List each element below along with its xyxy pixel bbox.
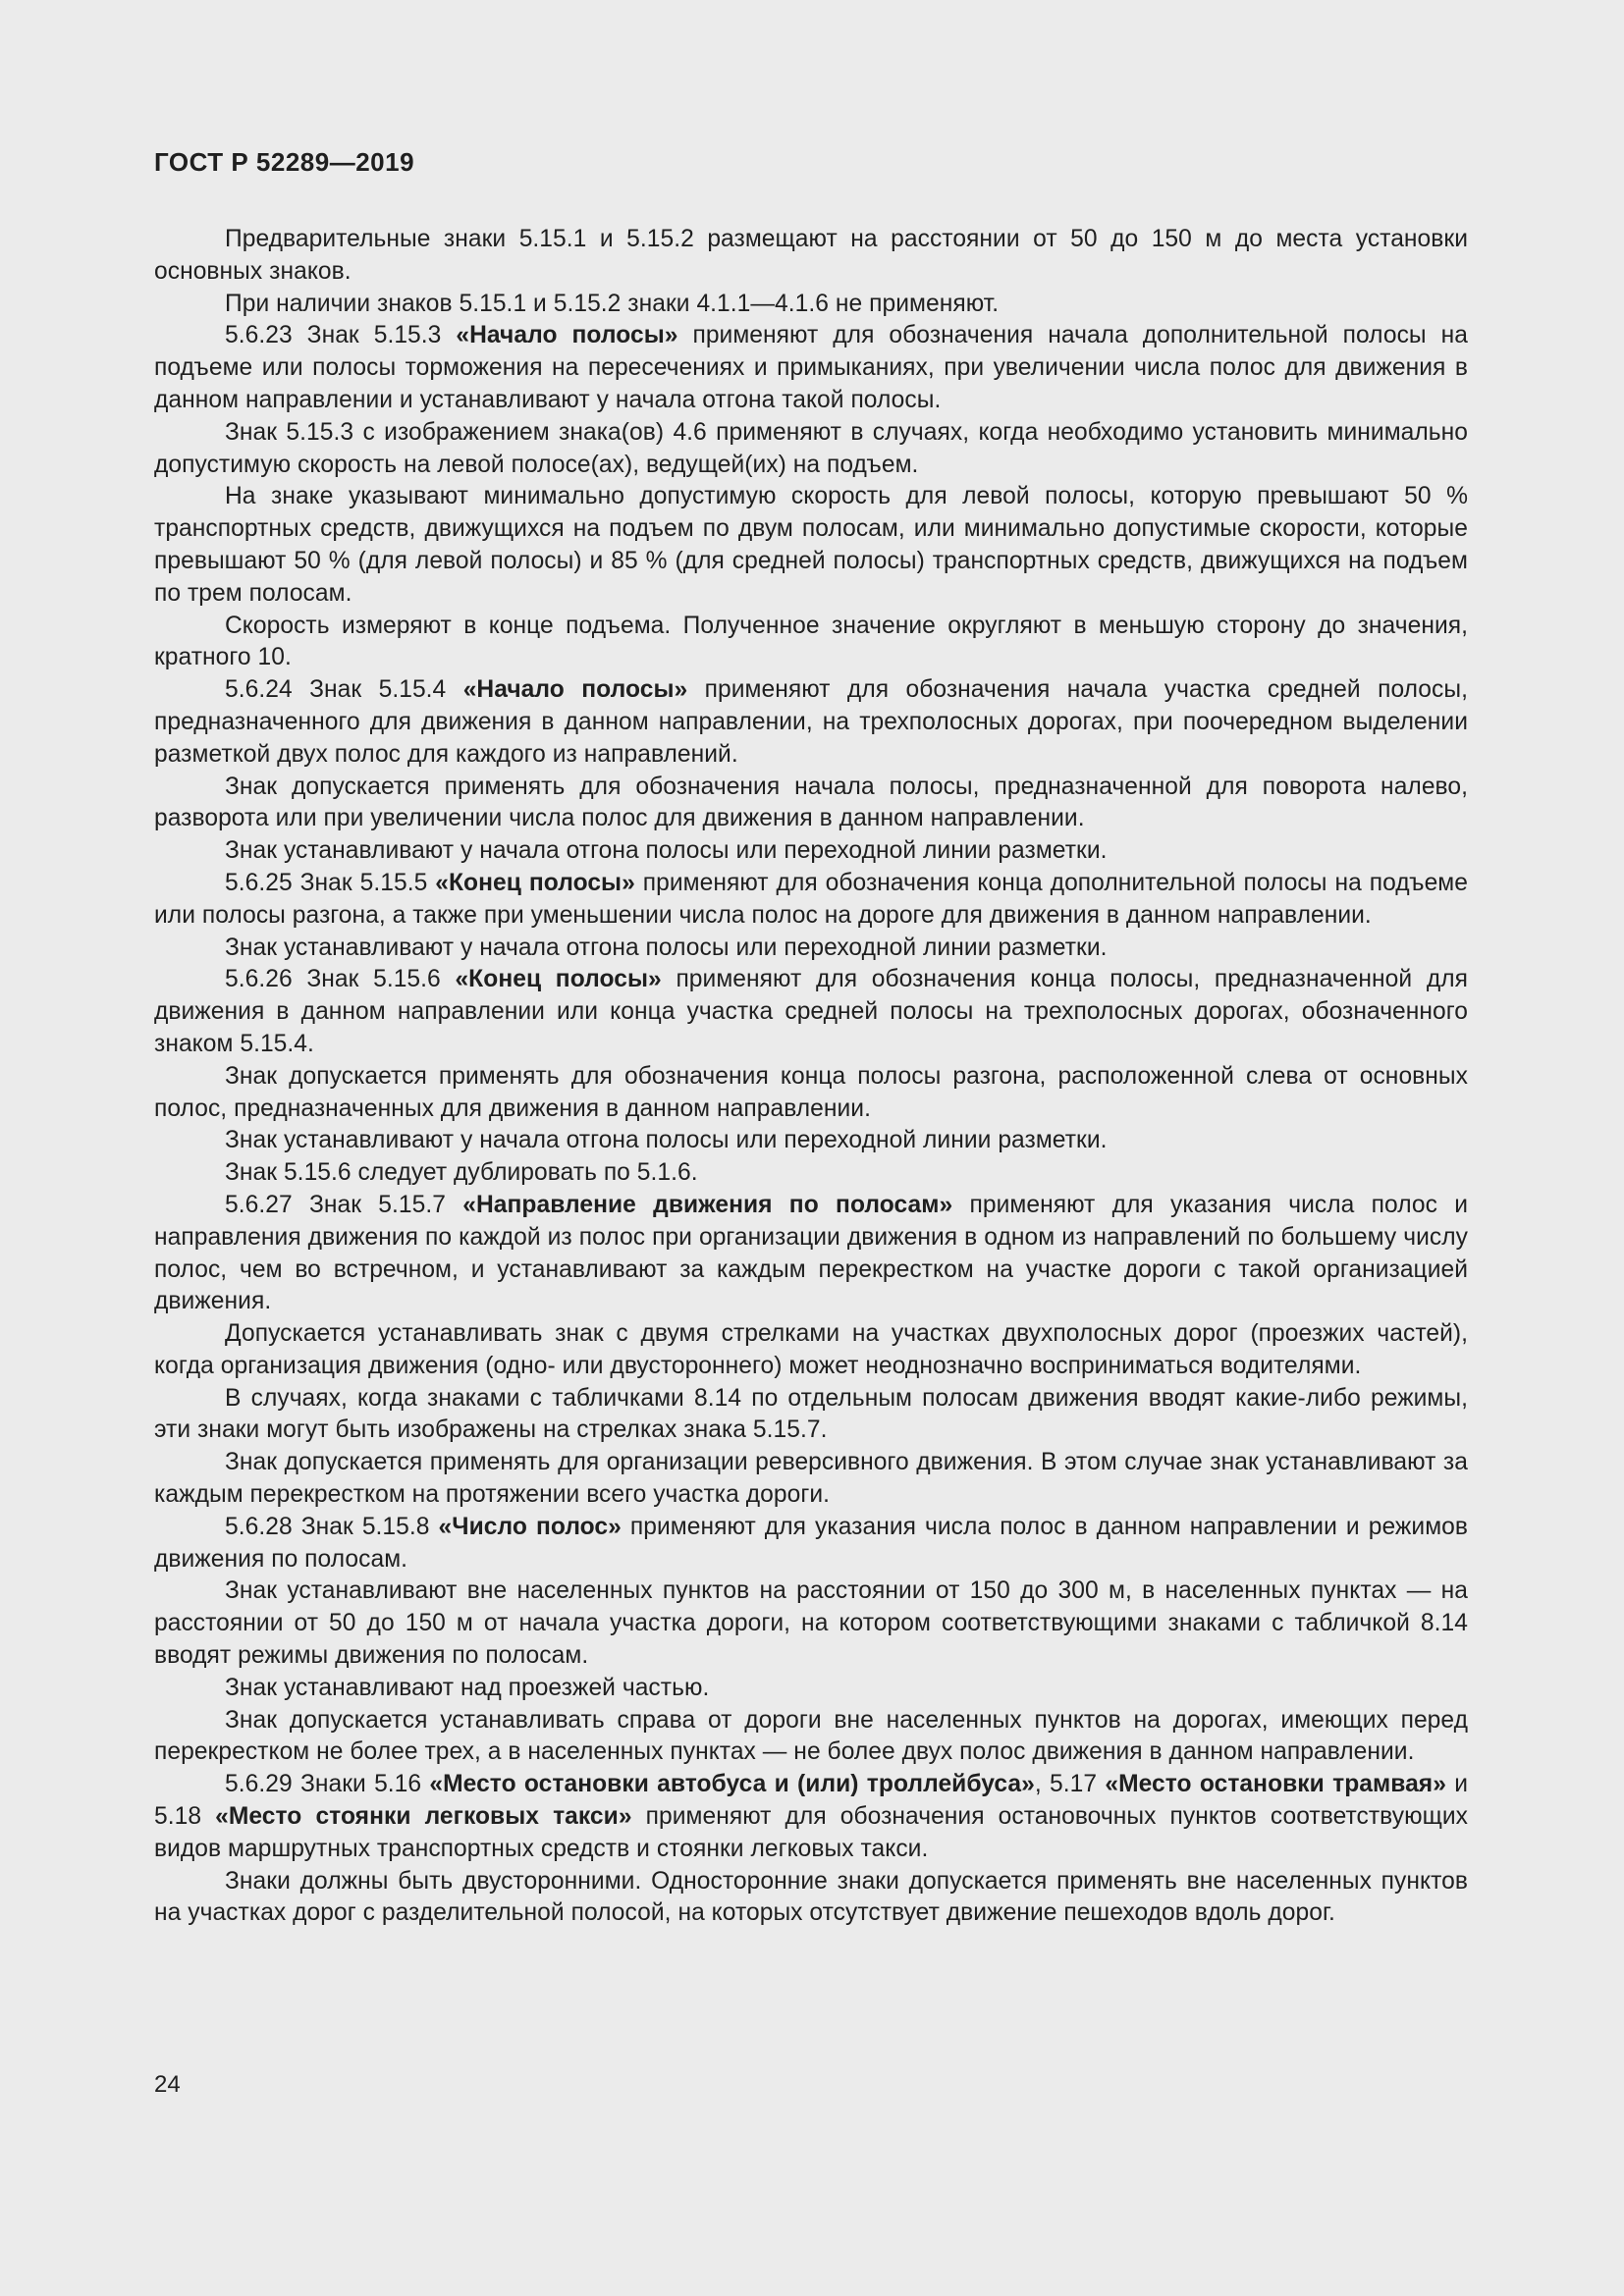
- paragraph: [154, 933, 1468, 965]
- paragraph-text: Предварительные знаки 5.15.1 и 5.15.2 размещают на расстоянии от 50 до 150 м до места установки основных знаков.: [154, 226, 1468, 285]
- paragraph-text: Знак устанавливают у начала отгона полосы или переходной линии разметки.: [225, 837, 1108, 865]
- paragraph-text: Знак устанавливают у начала отгона полосы или переходной линии разметки.: [225, 934, 1108, 961]
- paragraph: [154, 835, 1468, 868]
- paragraph-text: Допускается устанавливать знак с двумя стрелками на участках двухполосных дорог (проезжих частей), когда организация движения (одно- или двустороннего) может неоднозначно восприниматься водителями.: [154, 1320, 1468, 1379]
- paragraph: [154, 289, 1468, 321]
- paragraph: [154, 1383, 1468, 1448]
- paragraph: [154, 1512, 1468, 1576]
- sign-name-bold: «Начало полосы»: [462, 676, 688, 704]
- paragraph: [154, 320, 1468, 416]
- paragraph-text: 5.6.27 Знак 5.15.7: [225, 1191, 463, 1218]
- paragraph-text: Знак допускается применять для обозначения начала полосы, предназначенной для поворота налево, разворота или при увеличении числа полос для движения в данном направлении.: [154, 773, 1468, 832]
- paragraph-text: 5.6.26 Знак 5.15.6: [225, 966, 456, 993]
- paragraph-text: 5.6.25 Знак 5.15.5: [225, 869, 436, 896]
- paragraph: [154, 868, 1468, 933]
- paragraph: [154, 1318, 1468, 1383]
- sign-name-bold: «Направление движения по полосам»: [462, 1191, 953, 1218]
- paragraph-text: Знак 5.15.6 следует дублировать по 5.1.6.: [225, 1159, 698, 1187]
- paragraph-text: применяют для обозначения начала участка средней полосы, предназначенного для движения в данном направлении, на трехполосных дорогах, при поочередном выделении разметкой двух полос для каждого из направлений.: [154, 676, 1468, 768]
- sign-name-bold: «Место остановки трамвая»: [1105, 1771, 1446, 1798]
- paragraph-text: Знак 5.15.3 с изображением знака(ов) 4.6 применяют в случаях, когда необходимо установить минимально допустимую скорость на левой полосе(ах), ведущей(их) на подъем.: [154, 418, 1468, 478]
- paragraph-text: 5.6.24 Знак 5.15.4: [225, 676, 463, 704]
- paragraph-text: применяют для обозначения начала дополнительной полосы на подъеме или полосы торможения на пересечениях и примыканиях, при увеличении числа полос для движения в данном направлении и устанавливают у начала отгона такой полосы.: [154, 322, 1469, 413]
- paragraph-text: Знак устанавливают над проезжей частью.: [225, 1674, 710, 1701]
- paragraph-text: Знак допускается устанавливать справа от дороги вне населенных пунктов на дорогах, имеющих перед перекрестком не более трех, а в населенных пунктах — не более двух полос движения в данном направлении.: [154, 1706, 1468, 1766]
- paragraph-text: Знаки должны быть двусторонними. Односторонние знаки допускается применять вне населенных пунктов на участках дорог с разделительной полосой, на которых отсутствует движение пешеходов вдоль дорог.: [154, 1867, 1468, 1927]
- paragraph-text: применяют для обозначения конца полосы, предназначенной для движения в данном направлении или конца участка средней полосы на трехполосных дорогах, обозначенного знаком 5.15.4.: [154, 966, 1468, 1057]
- paragraph-text: На знаке указывают минимально допустимую скорость для левой полосы, которую превышают 50 % транспортных средств, движущихся на подъем по двум полосам, или минимально допустимые скорости, которые превышают 50 % (для левой полосы) и 85 % (для средней полосы) транспортных средств, движущихся на подъем по трем полосам.: [154, 483, 1468, 607]
- paragraph: [154, 224, 1468, 289]
- paragraph: [154, 1575, 1468, 1672]
- paragraph-text: При наличии знаков 5.15.1 и 5.15.2 знаки 4.1.1—4.1.6 не применяют.: [225, 290, 1000, 317]
- paragraph: [154, 1125, 1468, 1157]
- paragraph-text: Знак устанавливают вне населенных пунктов на расстоянии от 150 до 300 м, в населенных пунктах — на расстоянии от 50 до 150 м от начала участка дороги, на котором соответствующими знаками с табличкой 8.14 вводят режимы движения по полосам.: [154, 1577, 1468, 1670]
- document-body: [154, 224, 1468, 1930]
- document-header: ГОСТ Р 52289—2019: [154, 147, 415, 177]
- paragraph: [154, 611, 1468, 675]
- sign-name-bold: «Начало полосы»: [456, 322, 678, 349]
- page-number: 24: [154, 2071, 181, 2098]
- paragraph-text: Скорость измеряют в конце подъема. Полученное значение округляют в меньшую сторону до значения, кратного 10.: [154, 612, 1468, 671]
- paragraph-text: применяют для обозначения остановочных пунктов соответствующих видов маршрутных транспортных средств и стоянки легковых такси.: [154, 1803, 1469, 1862]
- paragraph: [154, 1157, 1468, 1190]
- paragraph: [154, 1190, 1468, 1318]
- paragraph: [154, 1673, 1468, 1705]
- paragraph: [154, 1705, 1468, 1770]
- paragraph: [154, 1866, 1468, 1931]
- paragraph: [154, 674, 1468, 771]
- paragraph-text: применяют для обозначения конца дополнительной полосы на подъеме или полосы разгона, а также при уменьшении числа полос на дороге для движения в данном направлении.: [154, 869, 1468, 929]
- paragraph: [154, 417, 1468, 482]
- paragraph-text: Знак допускается применять для организации реверсивного движения. В этом случае знак устанавливают за каждым перекрестком на протяжении всего участка дороги.: [154, 1449, 1468, 1509]
- paragraph-text: 5.6.29 Знаки 5.16: [225, 1771, 430, 1798]
- paragraph: [154, 964, 1468, 1060]
- paragraph-text: , 5.17: [1034, 1771, 1106, 1798]
- paragraph: [154, 1061, 1468, 1126]
- sign-name-bold: «Место остановки автобуса и (или) троллейбуса»: [429, 1771, 1035, 1798]
- paragraph-text: применяют для указания числа полос и направления движения по каждой из полос при организации движения в одном из направлений по большему числу полос, чем во встречном, и устанавливают за каждым перекрестком на участке дороги с такой организацией движения.: [154, 1191, 1469, 1315]
- paragraph: [154, 772, 1468, 836]
- paragraph: [154, 1769, 1468, 1865]
- paragraph: [154, 1447, 1468, 1512]
- sign-name-bold: «Место стоянки легковых такси»: [215, 1803, 632, 1831]
- paragraph-text: 5.6.28 Знак 5.15.8: [225, 1513, 439, 1540]
- sign-name-bold: «Конец полосы»: [435, 869, 635, 896]
- paragraph-text: В случаях, когда знаками с табличками 8.14 по отдельным полосам движения вводят какие-либо режимы, эти знаки могут быть изображены на стрелках знака 5.15.7.: [154, 1384, 1468, 1444]
- paragraph-text: применяют для указания числа полос в данном направлении и режимов движения по полосам.: [154, 1513, 1468, 1573]
- sign-name-bold: «Число полос»: [438, 1513, 622, 1540]
- paragraph-text: Знак допускается применять для обозначения конца полосы разгона, расположенной слева от основных полос, предназначенных для движения в данном направлении.: [154, 1062, 1468, 1122]
- paragraph-text: и 5.18: [154, 1771, 1469, 1831]
- paragraph-text: Знак устанавливают у начала отгона полосы или переходной линии разметки.: [225, 1127, 1108, 1154]
- sign-name-bold: «Конец полосы»: [455, 966, 662, 993]
- paragraph-text: 5.6.23 Знак 5.15.3: [225, 322, 457, 349]
- paragraph: [154, 481, 1468, 610]
